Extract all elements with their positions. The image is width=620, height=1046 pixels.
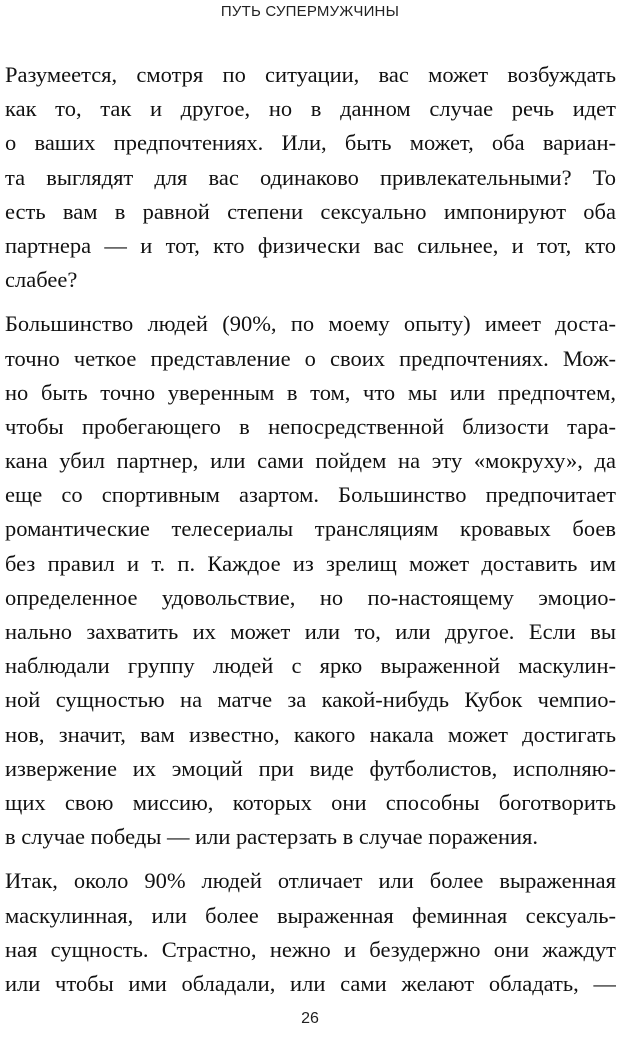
text-line: ной сущностью на матче за какой-нибудь Кубок чемпио- bbox=[5, 687, 616, 713]
paragraph-3 bbox=[5, 864, 616, 1001]
page-body bbox=[5, 58, 616, 1001]
text-line: но быть точно уверенным в том, что мы или предпочтем, bbox=[5, 379, 616, 405]
text-line: еще со спортивным азартом. Большинство предпочитает bbox=[5, 482, 616, 508]
text-line: романтические телесериалы трансляциям кровавых боев bbox=[5, 516, 616, 542]
text-line: наблюдали группу людей с ярко выраженной маскулин- bbox=[5, 653, 616, 679]
page-number: 26 bbox=[301, 1010, 319, 1027]
text-line: о ваших предпочтениях. Или, быть может, оба вариан- bbox=[5, 130, 616, 156]
paragraph-1 bbox=[5, 58, 616, 297]
text-line: ная сущность. Страстно, нежно и безудержно они жаждут bbox=[5, 936, 616, 962]
text-line: или чтобы ими обладали, или сами желают обладать, — bbox=[5, 970, 616, 996]
text-line: маскулинная, или более выраженная феминная сексуаль- bbox=[5, 902, 616, 928]
paragraph-gap bbox=[5, 854, 616, 864]
paragraph-gap bbox=[5, 297, 616, 307]
text-line: слабее? bbox=[5, 267, 78, 293]
text-line: как то, так и другое, но в данном случае речь идет bbox=[5, 96, 616, 122]
text-line: есть вам в равной степени сексуально импонируют оба bbox=[5, 198, 616, 224]
text-line: нально захватить их может или то, или другое. Если вы bbox=[5, 619, 616, 644]
text-line: без правил и т. п. Каждое из зрелищ может доставить им bbox=[5, 550, 616, 576]
text-line: партнера — и тот, кто физически вас сильнее, и тот, кто bbox=[5, 232, 616, 258]
text-line: Большинство людей (90%, по моему опыту) имеет доста- bbox=[5, 311, 616, 337]
text-line: определенное удовольствие, но по-настоящему эмоцио- bbox=[5, 584, 616, 610]
text-line: кана убил партнер, или сами пойдем на эту «мокруху», да bbox=[5, 448, 616, 474]
running-header-title: ПУТЬ СУПЕРМУЖЧИНЫ bbox=[220, 3, 400, 20]
text-line: Разумеется, смотря по ситуации, вас может возбуждать bbox=[5, 62, 616, 87]
text-line: извержение их эмоций при виде футболистов, исполняю- bbox=[5, 755, 616, 781]
text-line: нов, значит, вам известно, какого накала может достигать bbox=[5, 721, 616, 747]
text-line: точно четкое представление о своих предпочтениях. Мож- bbox=[5, 345, 616, 371]
text-line: та выглядят для вас одинаково привлекательными? То bbox=[5, 164, 616, 190]
text-line: щих свою миссию, которых они способны боготворить bbox=[5, 789, 616, 815]
text-line: чтобы пробегающего в непосредственной близости тара- bbox=[5, 413, 616, 439]
text-line: Итак, около 90% людей отличает или более выраженная bbox=[5, 868, 616, 894]
paragraph-2 bbox=[5, 307, 616, 854]
text-line: в случае победы — или растерзать в случае поражения. bbox=[5, 824, 539, 850]
